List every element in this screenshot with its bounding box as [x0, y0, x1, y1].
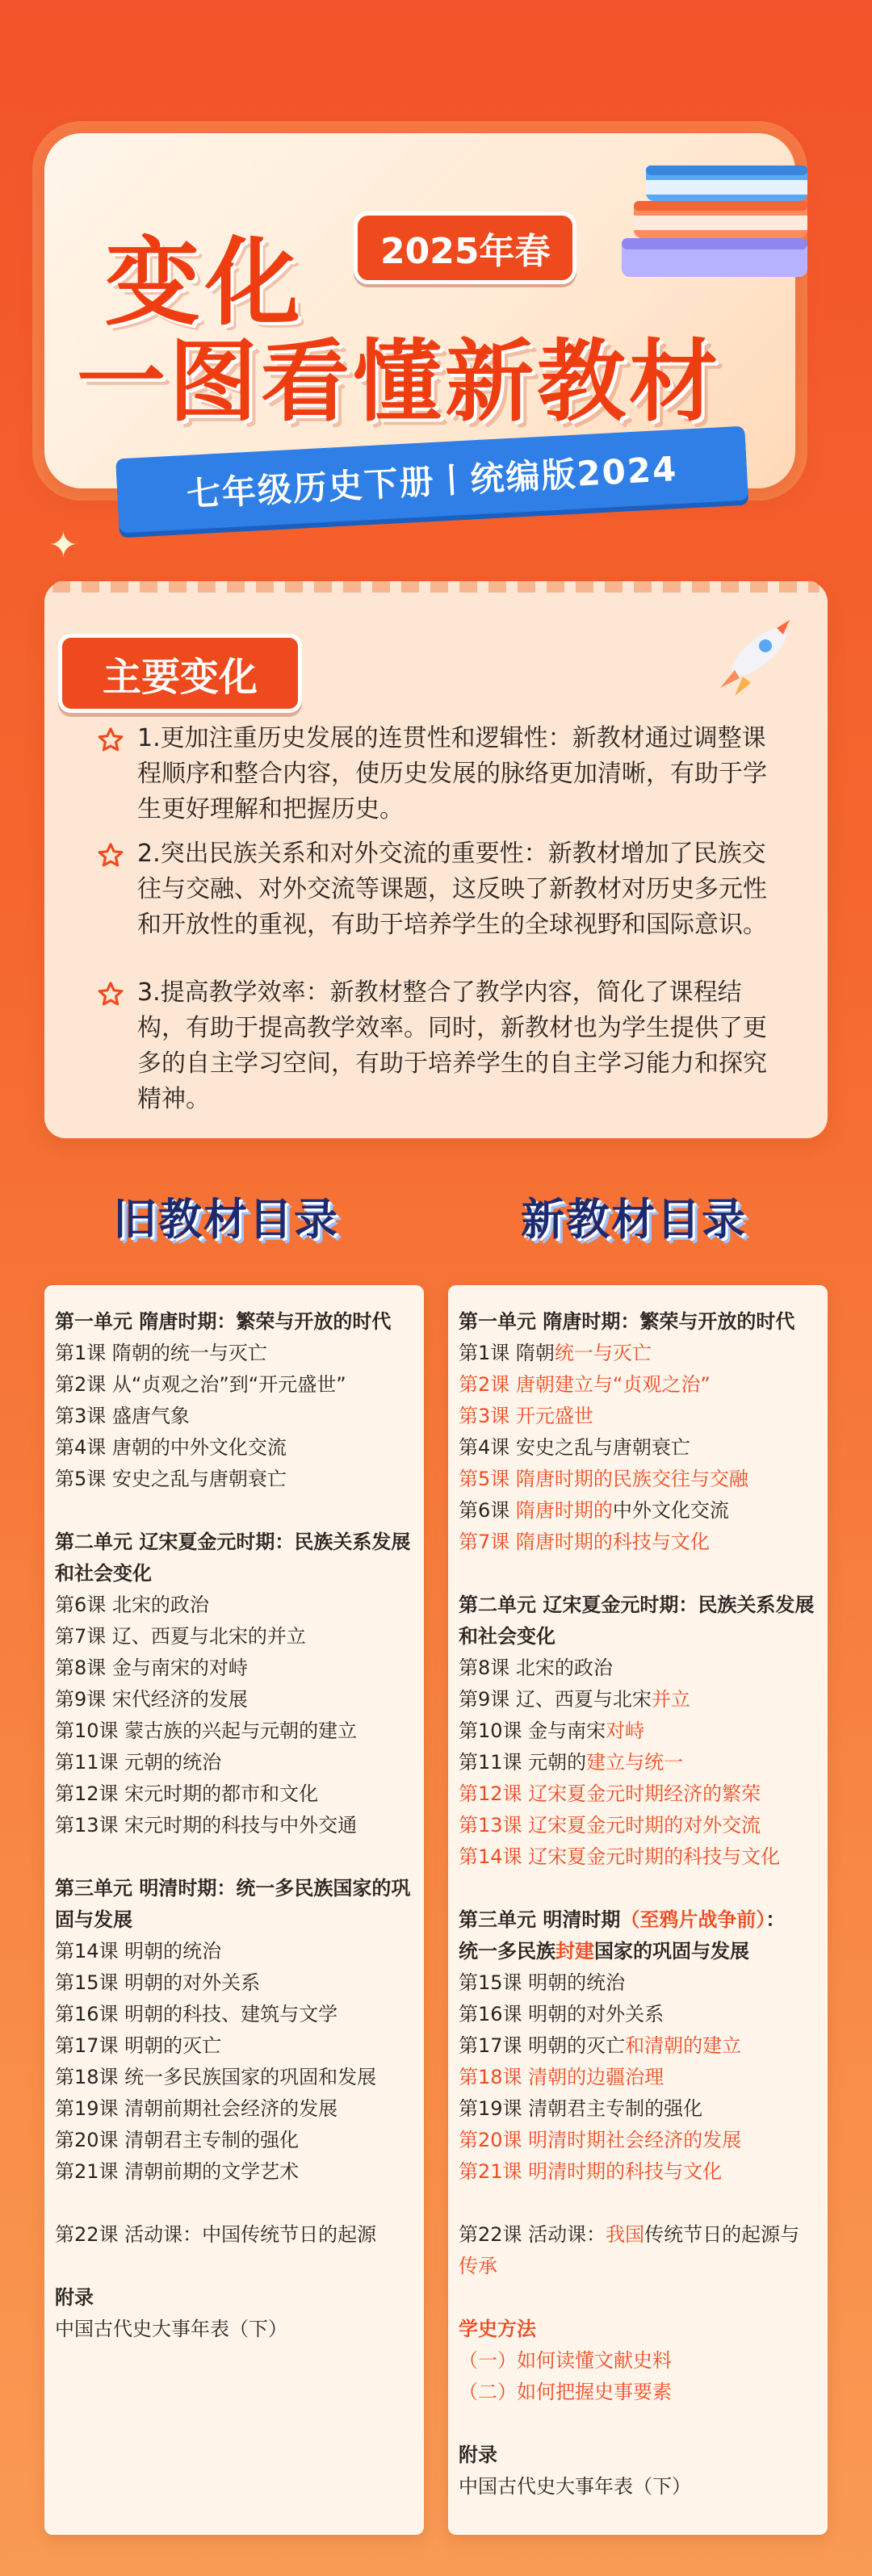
lesson-item: 第1课 隋朝统一与灭亡 [459, 1342, 652, 1364]
activity-lesson-cont: 传承 [459, 2255, 497, 2277]
lesson-item: 第14课 辽宋夏金元时期的科技与文化 [459, 1845, 781, 1868]
lesson-item: 第18课 统一多民族国家的巩固和发展 [55, 2066, 377, 2088]
lesson-item: 第13课 辽宋夏金元时期的对外交流 [459, 1814, 761, 1837]
lesson-item: 第21课 明清时期的科技与文化 [459, 2160, 723, 2183]
subtitle-text: 七年级历史下册丨统编版2024 [185, 449, 679, 514]
page-title: 一图看懂新教材 [77, 330, 721, 434]
lesson-item: 第6课 北宋的政治 [55, 1594, 209, 1616]
lesson-item: 第1课 隋朝的统一与灭亡 [55, 1342, 267, 1364]
lesson-item: 第3课 开元盛世 [459, 1405, 593, 1427]
unit-title: 第三单元 明清时期：统一多民族国家的巩固与发展 [55, 1877, 411, 1931]
title-change: 变化 [105, 227, 306, 338]
sparkle-icon: ✦ [48, 525, 78, 566]
lesson-item: 第4课 安史之乱与唐朝衰亡 [459, 1436, 690, 1459]
lesson-item: 第10课 蒙古族的兴起与元朝的建立 [55, 1719, 358, 1742]
unit-title: 第二单元 辽宋夏金元时期：民族关系发展和社会变化 [55, 1531, 411, 1585]
lesson-item: 第8课 金与南宋的对峙 [55, 1657, 248, 1679]
lesson-item: 第4课 唐朝的中外文化交流 [55, 1436, 287, 1459]
lesson-item: 第5课 隋唐时期的民族交往与交融 [459, 1468, 748, 1490]
lesson-item: 第7课 辽、西夏与北宋的并立 [55, 1625, 306, 1648]
activity-lesson: 第22课 活动课：我国传统节日的起源与 [459, 2223, 800, 2246]
unit-title: 第一单元 隋唐时期：繁荣与开放的时代 [459, 1310, 795, 1333]
lesson-item: 第12课 辽宋夏金元时期经济的繁荣 [459, 1782, 761, 1805]
changes-tag: 主要变化 [58, 634, 302, 713]
lesson-item: 第14课 明朝的统治 [55, 1940, 222, 1962]
old-catalog-heading: 旧教材目录 [113, 1194, 339, 1245]
lesson-item: 第17课 明朝的灭亡 [55, 2034, 222, 2057]
lesson-item: 第16课 明朝的科技、建筑与文学 [55, 2003, 338, 2025]
lesson-item: 第18课 清朝的边疆治理 [459, 2066, 664, 2088]
lesson-item: 第3课 盛唐气象 [55, 1405, 190, 1427]
lesson-item: 第15课 明朝的统治 [459, 1971, 626, 1994]
lesson-item: 第19课 清朝前期社会经济的发展 [55, 2097, 338, 2120]
star-icon [97, 981, 124, 1008]
unit-title: 第二单元 辽宋夏金元时期：民族关系发展和社会变化 [459, 1594, 815, 1648]
books-icon [597, 149, 824, 287]
new-catalog-heading: 新教材目录 [521, 1194, 747, 1245]
lesson-item: 第2课 唐朝建立与“贞观之治” [459, 1373, 711, 1396]
appendix-item: 中国古代史大事年表（下） [459, 2475, 691, 2498]
lesson-item: 第9课 辽、西夏与北宋并立 [459, 1688, 690, 1711]
lesson-item: 第11课 元朝的建立与统一 [459, 1751, 684, 1774]
lesson-item: 第13课 宋元时期的科技与中外交通 [55, 1814, 358, 1837]
lesson-item: 第9课 宋代经济的发展 [55, 1688, 248, 1711]
activity-lesson: 第22课 活动课：中国传统节日的起源 [55, 2223, 377, 2246]
card-top-dashes [52, 581, 820, 593]
lesson-item: 第12课 宋元时期的都市和文化 [55, 1782, 319, 1805]
star-icon [97, 727, 124, 754]
change-item-2: 2.突出民族关系和对外交流的重要性：新教材增加了民族交往与交融、对外交流等课题，这反映了新教材对历史多元性和开放性的重视，有助于培养学生的全球视野和国际意识。 [137, 840, 767, 939]
change-item-1: 1.更加注重历史发展的连贯性和逻辑性：新教材通过调整课程顺序和整合内容，使历史发展的脉络更加清晰，有助于学生更好理解和把握历史。 [137, 724, 767, 823]
lesson-item: 第17课 明朝的灭亡和清朝的建立 [459, 2034, 742, 2057]
lesson-item: 第15课 明朝的对外关系 [55, 1971, 261, 1994]
lesson-item: 第5课 安史之乱与唐朝衰亡 [55, 1468, 287, 1490]
lesson-item: 第10课 金与南宋对峙 [459, 1719, 645, 1742]
unit-title: 第一单元 隋唐时期：繁荣与开放的时代 [55, 1310, 392, 1333]
lesson-item: 第16课 明朝的对外关系 [459, 2003, 664, 2025]
unit-title: 第三单元 明清时期（至鸦片战争前）： 统一多民族封建国家的巩固与发展 [459, 1908, 786, 1962]
appendix-title: 附录 [459, 2444, 497, 2466]
lesson-item: 第19课 清朝君主专制的强化 [459, 2097, 703, 2120]
rocket-icon [702, 614, 799, 702]
old-catalog-list [55, 1306, 422, 2345]
appendix-title: 附录 [55, 2286, 94, 2309]
lesson-item: 第20课 明清时期社会经济的发展 [459, 2129, 742, 2151]
change-item-3: 3.提高教学效率：新教材整合了教学内容，简化了课程结构，有助于提高教学效率。同时，新教材也为学生提供了更多的自主学习空间，有助于培养学生的自主学习能力和探究精神。 [137, 978, 767, 1113]
season-badge: 2025年春 [354, 212, 576, 284]
lesson-item: 第11课 元朝的统治 [55, 1751, 222, 1774]
appendix-item: 中国古代史大事年表（下） [55, 2318, 287, 2340]
lesson-item: 第8课 北宋的政治 [459, 1657, 613, 1679]
lesson-item: 第2课 从“贞观之治”到“开元盛世” [55, 1373, 346, 1396]
lesson-item: 第6课 隋唐时期的中外文化交流 [459, 1499, 729, 1522]
method-item: （二）如何把握史事要素 [459, 2381, 672, 2403]
lesson-item: 第7课 隋唐时期的科技与文化 [459, 1531, 710, 1553]
star-icon [97, 842, 124, 869]
new-catalog-list [459, 1306, 826, 2503]
method-item: （一）如何读懂文献史料 [459, 2349, 672, 2372]
lesson-item: 第20课 清朝君主专制的强化 [55, 2129, 300, 2151]
method-title: 学史方法 [459, 2318, 536, 2340]
lesson-item: 第21课 清朝前期的文学艺术 [55, 2160, 300, 2183]
